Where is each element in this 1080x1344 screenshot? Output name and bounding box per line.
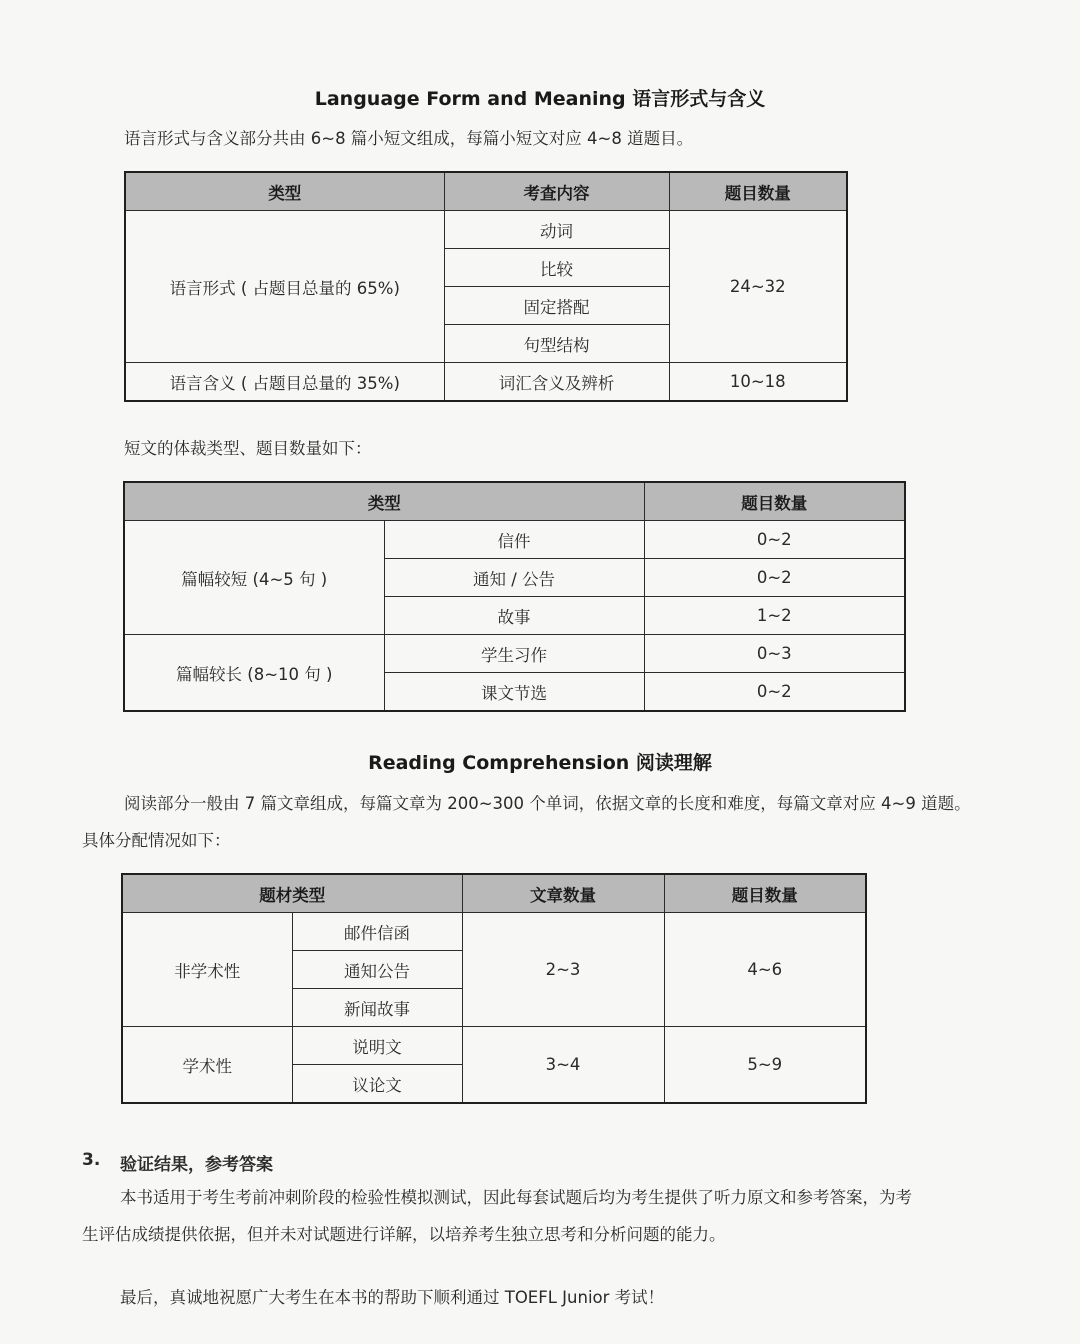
header-genre: 题材类型 [122,874,462,913]
section-number: 3. [82,1150,101,1170]
results-para-line1: 本书适用于考生考前冲刺阶段的检验性模拟测试，因此每套试题后均为考生提供了听力原文和参考答案，为考 [120,1188,912,1207]
table-row [124,635,905,673]
genre-cell: 学生习作 [384,635,644,673]
meaning-count-cell: 10~18 [669,363,847,402]
questions-cell: 4~6 [664,913,866,1027]
reading-table [121,873,867,1104]
header-articles: 文章数量 [462,874,664,913]
genre-cell: 课文节选 [384,673,644,712]
genre-item-cell: 新闻故事 [292,989,462,1027]
language-form-table [124,171,848,402]
count-cell: 0~2 [644,521,905,559]
genre-cell: 信件 [384,521,644,559]
section-title-language-form: Language Form and Meaning 语言形式与含义 [314,88,766,110]
count-cell: 0~3 [644,635,905,673]
genre-item-cell: 邮件信函 [292,913,462,951]
genre-item-cell: 通知公告 [292,951,462,989]
short-length-cell: 篇幅较短 (4~5 句 ) [124,521,384,635]
count-cell: 0~2 [644,673,905,712]
academic-cell: 学术性 [122,1027,292,1104]
articles-cell: 2~3 [462,913,664,1027]
nonacademic-cell: 非学术性 [122,913,292,1027]
genre-table [123,481,906,712]
form-type-cell: 语言形式 ( 占题目总量的 65%) [125,211,444,363]
section-intro-language-form: 语言形式与含义部分共由 6~8 篇小短文组成，每篇小短文对应 4~8 道题目。 [124,129,694,148]
closing-line: 最后，真诚地祝愿广大考生在本书的帮助下顺利通过 TOEFL Junior 考试！ [120,1288,665,1307]
long-length-cell: 篇幅较长 (8~10 句 ) [124,635,384,712]
results-para-line2: 生评估成绩提供依据，但并未对试题进行详解，以培养考生独立思考和分析问题的能力。 [82,1225,726,1244]
header-type: 类型 [125,172,444,211]
table-header-row [122,874,866,913]
genre-cell: 通知 / 公告 [384,559,644,597]
genre-cell: 故事 [384,597,644,635]
form-count-cell: 24~32 [669,211,847,363]
header-questions: 题目数量 [664,874,866,913]
genre-item-cell: 说明文 [292,1027,462,1065]
form-item-cell: 句型结构 [444,325,669,363]
section-title-results: 验证结果，参考答案 [120,1155,273,1175]
articles-cell: 3~4 [462,1027,664,1104]
section-title-reading: Reading Comprehension 阅读理解 [368,752,712,774]
header-count: 题目数量 [644,482,905,521]
form-item-cell: 比较 [444,249,669,287]
table-header-row [125,172,847,211]
table-header-row [124,482,905,521]
reading-intro-line2: 具体分配情况如下： [82,831,231,850]
table-row [122,1027,866,1065]
reading-intro-line1: 阅读部分一般由 7 篇文章组成，每篇文章为 200~300 个单词，依据文章的长度和难度，每篇文章对应 4~9 道题。 [124,794,971,813]
genre-intro: 短文的体裁类型、题目数量如下： [124,439,372,458]
form-item-cell: 动词 [444,211,669,249]
table-row [124,521,905,559]
header-type: 类型 [124,482,644,521]
header-content: 考查内容 [444,172,669,211]
questions-cell: 5~9 [664,1027,866,1104]
header-count: 题目数量 [669,172,847,211]
meaning-item-cell: 词汇含义及辨析 [444,363,669,402]
table-row [122,913,866,951]
count-cell: 0~2 [644,559,905,597]
meaning-type-cell: 语言含义 ( 占题目总量的 35%) [125,363,444,402]
form-item-cell: 固定搭配 [444,287,669,325]
table-row [125,363,847,402]
genre-item-cell: 议论文 [292,1065,462,1104]
count-cell: 1~2 [644,597,905,635]
table-row [125,211,847,249]
